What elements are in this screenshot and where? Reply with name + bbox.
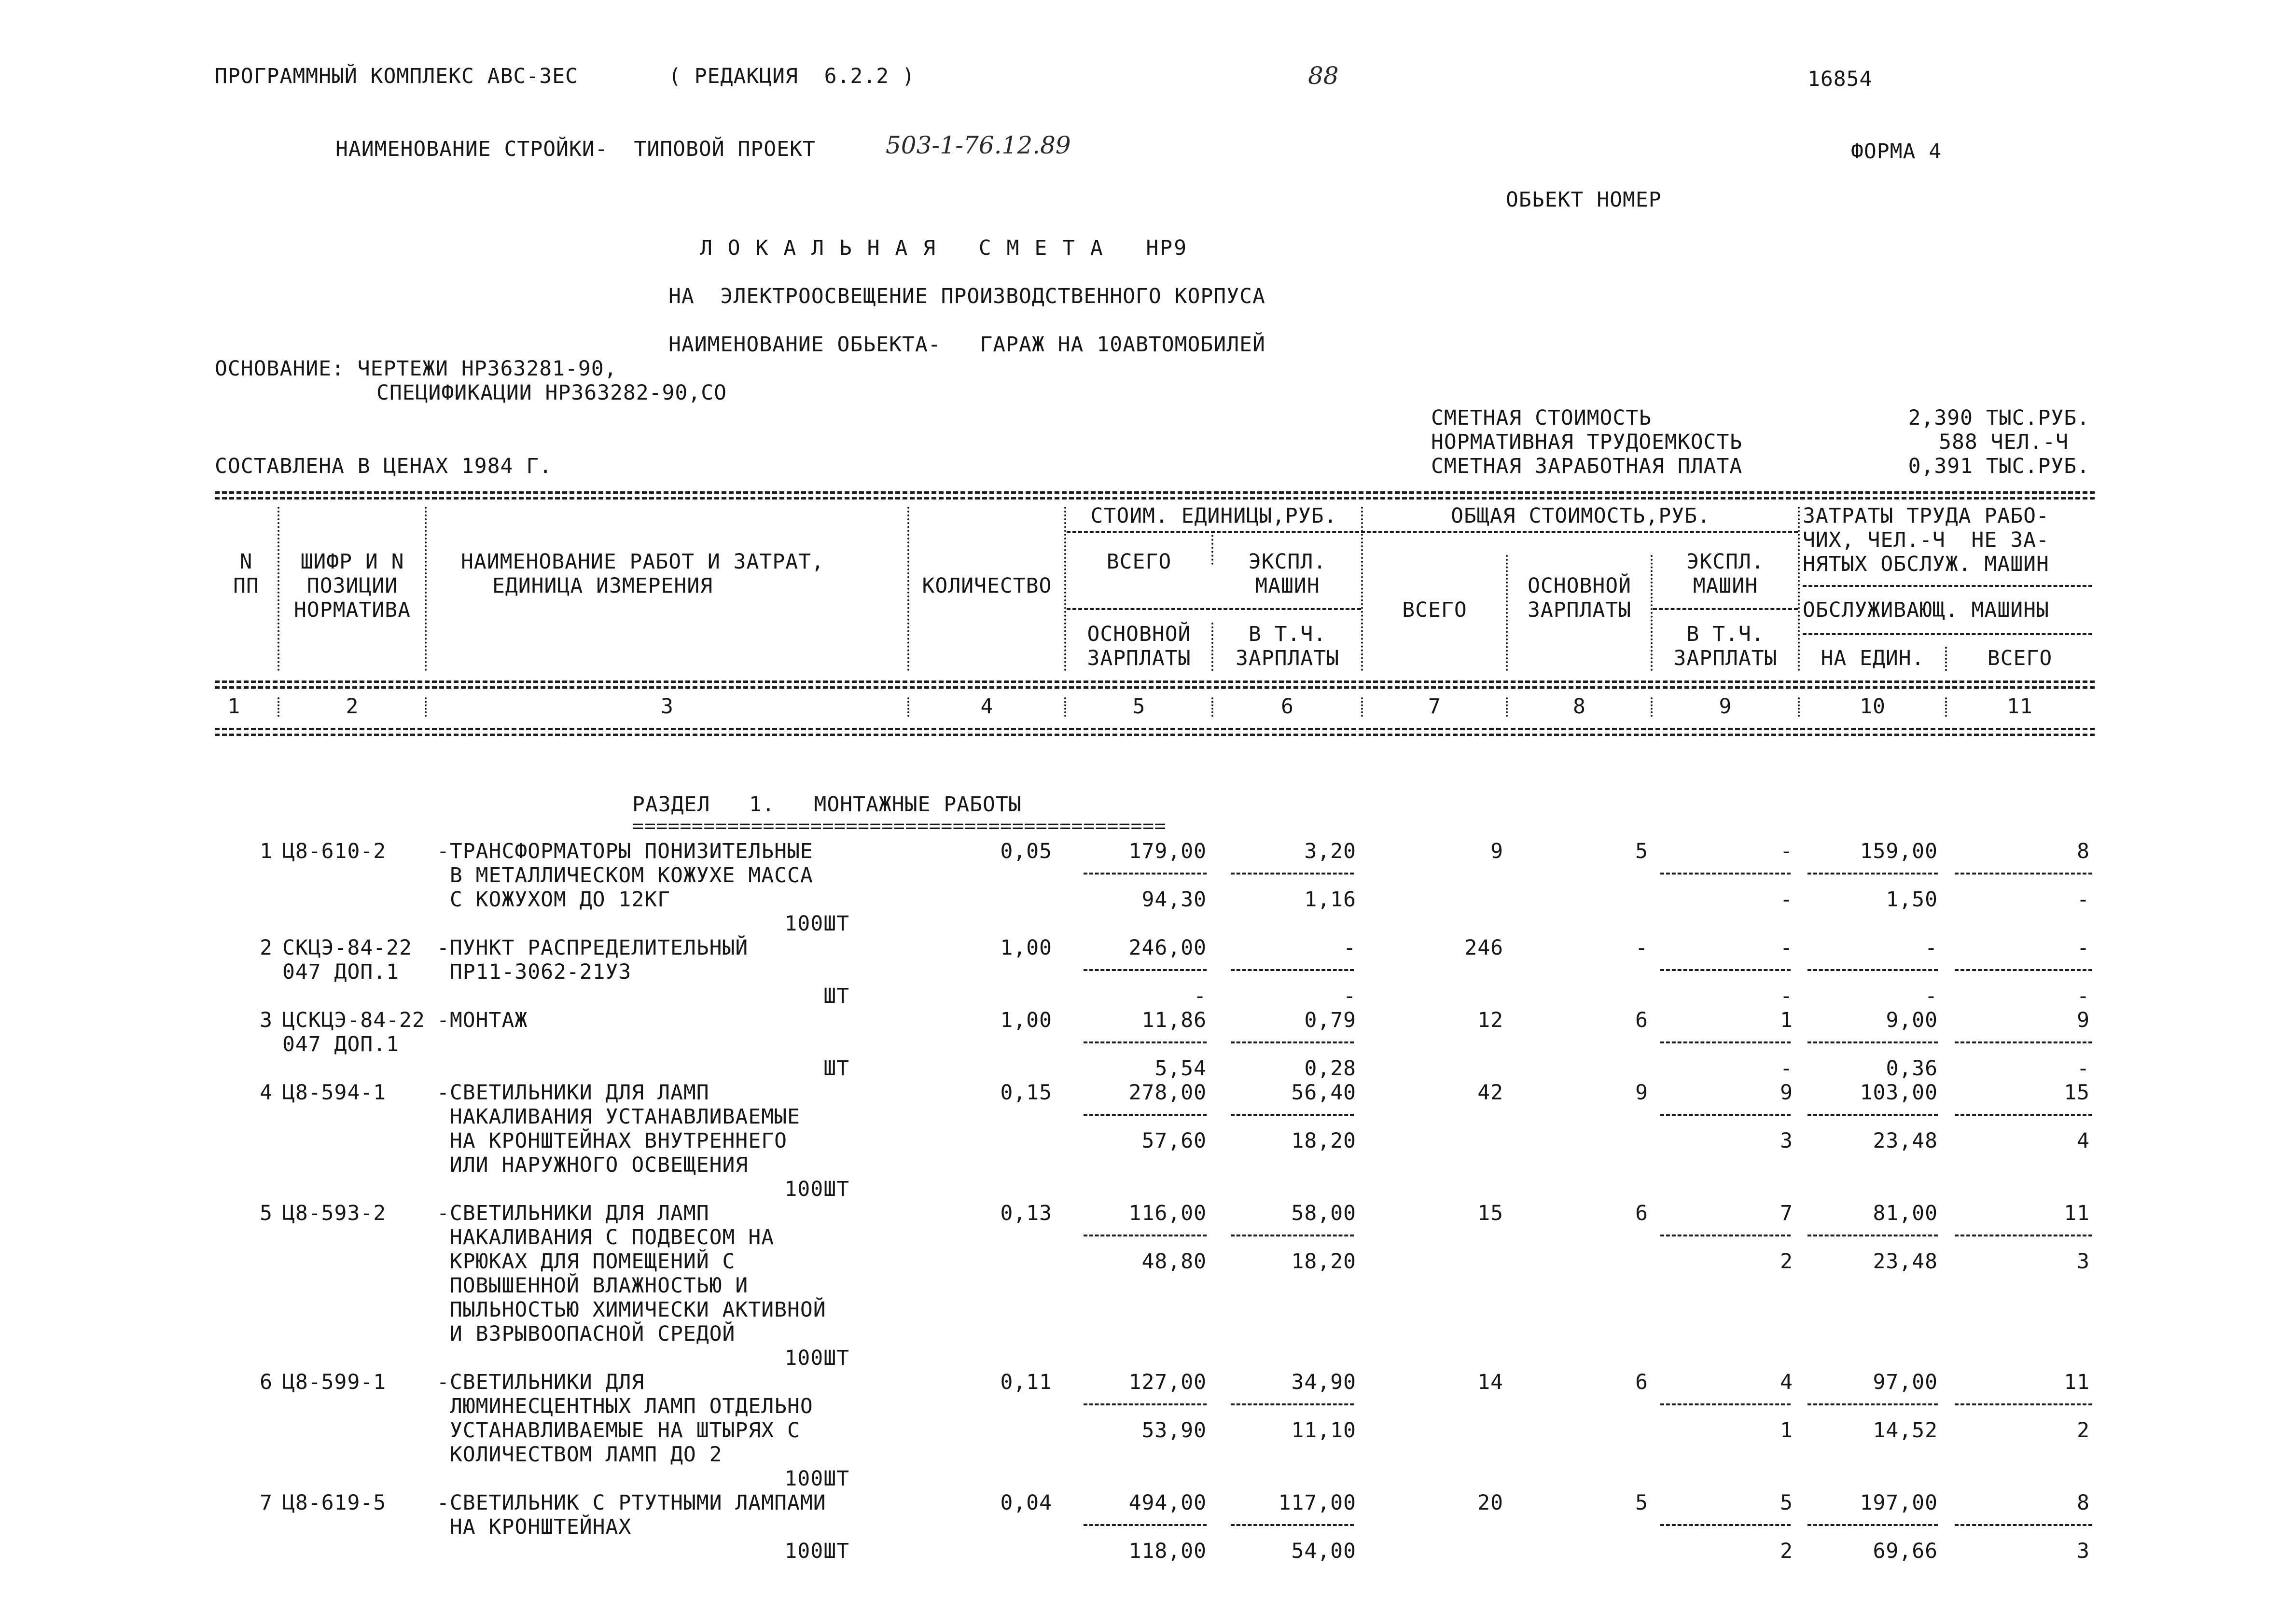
row-unit-wages: -	[1194, 984, 1207, 1008]
summary-value-wages: 0,391 ТЫС.РУБ.	[1908, 454, 2090, 478]
column-number: 3	[661, 694, 674, 719]
row-description: -ТРАНСФОРМАТОРЫ ПОНИЗИТЕЛЬНЫЕ	[437, 839, 813, 863]
header-separator	[1211, 531, 1213, 565]
row-number: 7	[260, 1491, 273, 1515]
row-unit: 100ШТ	[784, 912, 849, 936]
program-name: ПРОГРАММНЫЙ КОМПЛЕКС АВС-ЗЕС	[215, 64, 578, 88]
row-quantity: 0,05	[1000, 839, 1052, 863]
row-unit-total: 116,00	[1128, 1201, 1207, 1225]
row-unit-machines: 0,79	[1304, 1008, 1356, 1032]
row-description: ИЛИ НАРУЖНОГО ОСВЕЩЕНИЯ	[437, 1153, 749, 1177]
row-code: 047 ДОП.1	[282, 960, 399, 984]
col-header-total-wages: ЗАРПЛАТЫ	[1527, 598, 1632, 622]
header-rule	[1067, 531, 1798, 533]
column-number: 8	[1573, 694, 1586, 719]
row-description: -СВЕТИЛЬНИКИ ДЛЯ ЛАМП	[437, 1081, 709, 1105]
row-rule	[1084, 873, 1207, 874]
row-description: НА КРОНШТЕЙНАХ ВНУТРЕННЕГО	[437, 1129, 787, 1153]
row-total-machines: -	[1780, 839, 1793, 863]
row-description: -ПУНКТ РАСПРЕДЕЛИТЕЛЬНЫЙ	[437, 936, 749, 960]
row-unit-wages: 53,90	[1141, 1418, 1207, 1443]
row-code: Ц8-599-1	[282, 1370, 387, 1394]
row-unit-total: 179,00	[1128, 839, 1207, 863]
row-total-wages: 6	[1635, 1008, 1648, 1032]
header-separator	[1064, 507, 1066, 671]
row-labor-unit: 9,00	[1886, 1008, 1938, 1032]
col-group-labor: ЗАТРАТЫ ТРУДА РАБО-	[1803, 504, 2049, 528]
row-unit: ШТ	[823, 1056, 849, 1081]
row-description: И ВЗРЫВООПАСНОЙ СРЕДОЙ	[437, 1322, 736, 1346]
row-unit: 100ШТ	[784, 1467, 849, 1491]
row-quantity: 0,11	[1000, 1370, 1052, 1394]
row-rule	[1084, 1114, 1207, 1116]
column-number: 9	[1719, 694, 1732, 719]
row-rule	[1807, 873, 1938, 874]
row-description: НАКАЛИВАНИЯ С ПОДВЕСОМ НА	[437, 1225, 775, 1249]
section-underline: =============================================	[632, 815, 1167, 837]
row-total: 42	[1477, 1081, 1503, 1105]
number-row-separator	[1945, 697, 1947, 717]
row-rule	[1084, 1403, 1207, 1405]
column-number: 10	[1860, 694, 1886, 719]
row-labor-total: 15	[2064, 1081, 2090, 1105]
object-number: ОБЬЕКТ НОМЕР	[1506, 188, 1662, 212]
row-unit-incl: 54,00	[1291, 1539, 1356, 1563]
row-rule	[1231, 1524, 1354, 1526]
row-unit: 100ШТ	[784, 1177, 849, 1201]
row-labor-total: 3	[2077, 1539, 2090, 1563]
column-number: 7	[1428, 694, 1441, 719]
column-number-rule	[215, 728, 2095, 730]
header-rule	[1803, 585, 2092, 587]
row-unit-machines: 3,20	[1304, 839, 1356, 863]
col-group-total-cost: ОБЩАЯ СТОИМОСТЬ,РУБ.	[1451, 504, 1710, 528]
row-unit-machines: 117,00	[1278, 1491, 1356, 1515]
basis-line-1: ОСНОВАНИЕ: ЧЕРТЕЖИ НР363281-90,	[215, 357, 617, 381]
row-labor-total: 8	[2077, 1491, 2090, 1515]
row-rule	[1660, 1524, 1791, 1526]
row-total-machines: -	[1780, 936, 1793, 960]
row-description: С КОЖУХОМ ДО 12КГ	[437, 888, 670, 912]
col-group-labor: ЧИХ, ЧЕЛ.-Ч НЕ ЗА-	[1803, 528, 2049, 552]
section-title: РАЗДЕЛ 1. МОНТАЖНЫЕ РАБОТЫ	[632, 792, 1022, 817]
column-number: 1	[227, 694, 241, 719]
row-rule	[1660, 873, 1791, 874]
row-labor-unit: 103,00	[1860, 1081, 1938, 1105]
row-unit: 100ШТ	[784, 1346, 849, 1370]
number-row-separator	[907, 697, 909, 717]
row-unit-wages: 5,54	[1154, 1056, 1207, 1081]
handwritten-page-number: 88	[1308, 62, 1339, 90]
row-labor-unit: 1,50	[1886, 888, 1938, 912]
row-description: -СВЕТИЛЬНИК С РТУТНЫМИ ЛАМПАМИ	[437, 1491, 826, 1515]
header-separator	[1945, 647, 1947, 671]
row-rule	[1084, 1041, 1207, 1043]
row-total-machines: 5	[1780, 1491, 1793, 1515]
row-rule	[1231, 1403, 1354, 1405]
row-labor-total: -	[2077, 984, 2090, 1008]
row-labor-unit: 69,66	[1873, 1539, 1938, 1563]
summary-label-wages: СМЕТНАЯ ЗАРАБОТНАЯ ПЛАТА	[1431, 454, 1743, 478]
column-number: 2	[346, 694, 359, 719]
header-separator	[278, 507, 279, 671]
row-unit-machines: -	[1343, 936, 1356, 960]
row-total: 12	[1477, 1008, 1503, 1032]
basis-line-2: СПЕЦИФИКАЦИИ НР363282-90,СО	[376, 381, 727, 405]
row-unit-incl: 18,20	[1291, 1129, 1356, 1153]
row-code: Ц8-610-2	[282, 839, 387, 863]
row-total-wages: 5	[1635, 1491, 1648, 1515]
row-description: УСТАНАВЛИВАЕМЫЕ НА ШТЫРЯХ С	[437, 1418, 800, 1443]
header-bottom-rule	[215, 680, 2095, 683]
col-header-total-machines: МАШИН	[1693, 574, 1758, 598]
row-code: ЦСКЦЭ-84-22	[282, 1008, 425, 1032]
column-number: 11	[2007, 694, 2033, 719]
row-description: КОЛИЧЕСТВОМ ЛАМП ДО 2	[437, 1443, 723, 1467]
row-rule	[1807, 1114, 1938, 1116]
row-quantity: 0,13	[1000, 1201, 1052, 1225]
number-row-separator	[1506, 697, 1508, 717]
col-header-unit-incl: В Т.Ч.	[1248, 622, 1327, 646]
row-unit-wages: 57,60	[1141, 1129, 1207, 1153]
form-number: ФОРМА 4	[1851, 139, 1942, 164]
row-total-incl: 3	[1780, 1129, 1793, 1153]
row-labor-unit: -	[1925, 984, 1938, 1008]
col-header-unit-incl: ЗАРПЛАТЫ	[1235, 646, 1340, 670]
row-labor-total: 2	[2077, 1418, 2090, 1443]
row-rule	[1660, 969, 1791, 971]
col-header-unit-machines: ЭКСПЛ.	[1248, 550, 1327, 574]
row-labor-total: 8	[2077, 839, 2090, 863]
row-total-incl: 1	[1780, 1418, 1793, 1443]
row-rule	[1084, 1524, 1207, 1526]
row-rule	[1807, 1235, 1938, 1236]
header-separator	[907, 507, 909, 671]
row-code: Ц8-619-5	[282, 1491, 387, 1515]
row-rule	[1231, 873, 1354, 874]
header-separator	[1211, 623, 1213, 671]
row-total: 9	[1490, 839, 1503, 863]
row-number: 1	[260, 839, 273, 863]
column-number: 5	[1132, 694, 1146, 719]
summary-label-labor: НОРМАТИВНАЯ ТРУДОЕМКОСТЬ	[1431, 430, 1743, 454]
row-description: ЛЮМИНЕСЦЕНТНЫХ ЛАМП ОТДЕЛЬНО	[437, 1394, 813, 1418]
column-number: 6	[1281, 694, 1294, 719]
number-row-separator	[278, 697, 279, 717]
row-unit-total: 127,00	[1128, 1370, 1207, 1394]
row-code: Ц8-594-1	[282, 1081, 387, 1105]
col-header-total-incl: В Т.Ч.	[1686, 622, 1765, 646]
col-header-total: ВСЕГО	[1402, 598, 1467, 622]
row-description: ПОВЫШЕННОЙ ВЛАЖНОСТЬЮ И	[437, 1274, 749, 1298]
row-total: 246	[1464, 936, 1503, 960]
row-rule	[1231, 1114, 1354, 1116]
row-rule	[1231, 1041, 1354, 1043]
col-header-labor-total: ВСЕГО	[1987, 646, 2053, 670]
row-rule	[1955, 1235, 2092, 1236]
row-quantity: 1,00	[1000, 1008, 1052, 1032]
row-unit-incl: -	[1343, 984, 1356, 1008]
row-labor-total: 11	[2064, 1201, 2090, 1225]
row-description: -МОНТАЖ	[437, 1008, 528, 1032]
header-rule	[1067, 608, 1361, 610]
summary-value-labor: 588 ЧЕЛ.-Ч	[1939, 430, 2069, 454]
object-name: НАИМЕНОВАНИЕ ОБЬЕКТА- ГАРАЖ НА 10АВТОМОБИЛЕЙ	[668, 333, 1265, 357]
row-unit-total: 11,86	[1141, 1008, 1207, 1032]
row-rule	[1660, 1235, 1791, 1236]
row-labor-total: 11	[2064, 1370, 2090, 1394]
row-rule	[1231, 1235, 1354, 1236]
row-total-incl: 2	[1780, 1539, 1793, 1563]
row-rule	[1955, 1524, 2092, 1526]
row-code: Ц8-593-2	[282, 1201, 387, 1225]
row-total-wages: 6	[1635, 1370, 1648, 1394]
col-header-labor-unit: НА ЕДИН.	[1821, 646, 1925, 670]
row-rule	[1955, 873, 2092, 874]
row-unit-wages: 118,00	[1128, 1539, 1207, 1563]
table-top-rule-2	[215, 497, 2095, 500]
number-row-separator	[1064, 697, 1066, 717]
row-total-machines: 7	[1780, 1201, 1793, 1225]
number-row-separator	[1798, 697, 1800, 717]
header-bottom-rule-2	[215, 686, 2095, 689]
col-header-code: ШИФР И N	[300, 550, 404, 574]
row-description: -СВЕТИЛЬНИКИ ДЛЯ ЛАМП	[437, 1201, 709, 1225]
column-number: 4	[980, 694, 994, 719]
row-quantity: 1,00	[1000, 936, 1052, 960]
number-row-separator	[1361, 697, 1363, 717]
edition: ( РЕДАКЦИЯ 6.2.2 )	[668, 64, 915, 88]
col-header-total-machines: ЭКСПЛ.	[1686, 550, 1765, 574]
document-title: Л О К А Л Ь Н А Я С М Е Т А НР9	[700, 236, 1188, 260]
header-separator	[1651, 555, 1653, 671]
row-total-machines: 1	[1780, 1008, 1793, 1032]
col-header-labor-sub: ОБСЛУЖИВАЮЩ. МАШИНЫ	[1803, 598, 2049, 622]
row-rule	[1807, 969, 1938, 971]
row-unit-total: 278,00	[1128, 1081, 1207, 1105]
row-unit-incl: 11,10	[1291, 1418, 1356, 1443]
row-rule	[1955, 1041, 2092, 1043]
row-total: 15	[1477, 1201, 1503, 1225]
row-unit-wages: 48,80	[1141, 1249, 1207, 1274]
row-total-incl: -	[1780, 888, 1793, 912]
row-labor-total: -	[2077, 936, 2090, 960]
row-rule	[1660, 1041, 1791, 1043]
row-labor-total: -	[2077, 888, 2090, 912]
row-quantity: 0,15	[1000, 1081, 1052, 1105]
summary-label-cost: СМЕТНАЯ СТОИМОСТЬ	[1431, 406, 1652, 430]
row-unit-incl: 0,28	[1304, 1056, 1356, 1081]
row-rule	[1807, 1041, 1938, 1043]
row-total-incl: -	[1780, 1056, 1793, 1081]
row-total-wages: 9	[1635, 1081, 1648, 1105]
row-unit-incl: 18,20	[1291, 1249, 1356, 1274]
col-header-total-wages: ОСНОВНОЙ	[1527, 574, 1632, 598]
col-header-description: ЕДИНИЦА ИЗМЕРЕНИЯ	[492, 574, 713, 598]
row-unit: ШТ	[823, 984, 849, 1008]
row-labor-unit: 23,48	[1873, 1129, 1938, 1153]
row-total-incl: -	[1780, 984, 1793, 1008]
col-header-code: ПОЗИЦИИ	[306, 574, 398, 598]
row-total: 20	[1477, 1491, 1503, 1515]
col-header-code: НОРМАТИВА	[294, 598, 411, 622]
construction-label: НАИМЕНОВАНИЕ СТРОЙКИ- ТИПОВОЙ ПРОЕКТ	[335, 137, 816, 161]
row-labor-total: 4	[2077, 1129, 2090, 1153]
row-rule	[1660, 1403, 1791, 1405]
row-labor-unit: 0,36	[1886, 1056, 1938, 1081]
col-group-labor: НЯТЫХ ОБСЛУЖ. МАШИН	[1803, 552, 2049, 576]
handwritten-project-number: 503-1-76.12.89	[886, 131, 1071, 159]
row-unit: 100ШТ	[784, 1539, 849, 1563]
header-separator	[1798, 507, 1800, 671]
row-number: 5	[260, 1201, 273, 1225]
summary-value-cost: 2,390 ТЫС.РУБ.	[1908, 406, 2090, 430]
row-code: 047 ДОП.1	[282, 1032, 399, 1056]
row-labor-unit: 23,48	[1873, 1249, 1938, 1274]
row-total-wages: 6	[1635, 1201, 1648, 1225]
row-quantity: 0,04	[1000, 1491, 1052, 1515]
row-total-machines: 9	[1780, 1081, 1793, 1105]
header-separator	[425, 507, 427, 671]
number-row-separator	[1211, 697, 1213, 717]
row-labor-unit: 97,00	[1873, 1370, 1938, 1394]
row-code: СКЦЭ-84-22	[282, 936, 412, 960]
row-unit-total: 246,00	[1128, 936, 1207, 960]
row-description: НАКАЛИВАНИЯ УСТАНАВЛИВАЕМЫЕ	[437, 1105, 800, 1129]
row-total-incl: 2	[1780, 1249, 1793, 1274]
row-description: ПР11-3062-21У3	[437, 960, 632, 984]
col-header-n: ПП	[233, 574, 259, 598]
row-unit-wages: 94,30	[1141, 888, 1207, 912]
col-header-unit-total: ВСЕГО	[1106, 550, 1172, 574]
row-description: КРЮКАХ ДЛЯ ПОМЕЩЕНИЙ С	[437, 1249, 736, 1274]
row-rule	[1660, 1114, 1791, 1116]
table-top-rule	[215, 491, 2095, 494]
row-description: В МЕТАЛЛИЧЕСКОМ КОЖУХЕ МАССА	[437, 863, 813, 888]
row-labor-unit: 197,00	[1860, 1491, 1938, 1515]
row-total: 14	[1477, 1370, 1503, 1394]
col-header-description: НАИМЕНОВАНИЕ РАБОТ И ЗАТРАТ,	[461, 550, 824, 574]
number-row-separator	[425, 697, 427, 717]
row-rule	[1955, 1403, 2092, 1405]
document-subtitle: НА ЭЛЕКТРООСВЕЩЕНИЕ ПРОИЗВОДСТВЕННОГО КОРПУСА	[668, 284, 1265, 308]
prices-basis: СОСТАВЛЕНА В ЦЕНАХ 1984 Г.	[215, 454, 553, 478]
row-total-wages: -	[1635, 936, 1648, 960]
col-header-n: N	[239, 550, 253, 574]
header-rule	[1803, 633, 2092, 635]
row-rule	[1807, 1524, 1938, 1526]
col-header-quantity: КОЛИЧЕСТВО	[922, 574, 1052, 598]
row-total-wages: 5	[1635, 839, 1648, 863]
row-unit-machines: 56,40	[1291, 1081, 1356, 1105]
row-unit-machines: 58,00	[1291, 1201, 1356, 1225]
row-rule	[1955, 969, 2092, 971]
number-row-separator	[1651, 697, 1653, 717]
row-unit-total: 494,00	[1128, 1491, 1207, 1515]
row-unit-machines: 34,90	[1291, 1370, 1356, 1394]
header-separator	[1506, 555, 1508, 671]
row-rule	[1084, 1235, 1207, 1236]
col-group-unit-cost: СТОИМ. ЕДИНИЦЫ,РУБ.	[1090, 504, 1337, 528]
header-rule	[1653, 608, 1798, 610]
col-header-unit-wages: ОСНОВНОЙ	[1087, 622, 1191, 646]
row-number: 4	[260, 1081, 273, 1105]
row-number: 6	[260, 1370, 273, 1394]
row-rule	[1807, 1403, 1938, 1405]
col-header-unit-machines: МАШИН	[1255, 574, 1320, 598]
row-number: 2	[260, 936, 273, 960]
row-labor-unit: 159,00	[1860, 839, 1938, 863]
row-labor-unit: -	[1925, 936, 1938, 960]
row-total-machines: 4	[1780, 1370, 1793, 1394]
row-labor-total: 9	[2077, 1008, 2090, 1032]
row-description: НА КРОНШТЕЙНАХ	[437, 1515, 632, 1539]
row-labor-unit: 81,00	[1873, 1201, 1938, 1225]
row-unit-incl: 1,16	[1304, 888, 1356, 912]
col-header-total-incl: ЗАРПЛАТЫ	[1673, 646, 1778, 670]
row-labor-total: 3	[2077, 1249, 2090, 1274]
row-number: 3	[260, 1008, 273, 1032]
row-rule	[1231, 969, 1354, 971]
column-number-rule-2	[215, 734, 2095, 736]
row-description: -СВЕТИЛЬНИКИ ДЛЯ	[437, 1370, 645, 1394]
document-number: 16854	[1807, 67, 1873, 91]
row-rule	[1955, 1114, 2092, 1116]
row-labor-unit: 14,52	[1873, 1418, 1938, 1443]
row-labor-total: -	[2077, 1056, 2090, 1081]
row-rule	[1084, 969, 1207, 971]
col-header-unit-wages: ЗАРПЛАТЫ	[1087, 646, 1191, 670]
row-description: ПЫЛЬНОСТЬЮ ХИМИЧЕСКИ АКТИВНОЙ	[437, 1298, 826, 1322]
